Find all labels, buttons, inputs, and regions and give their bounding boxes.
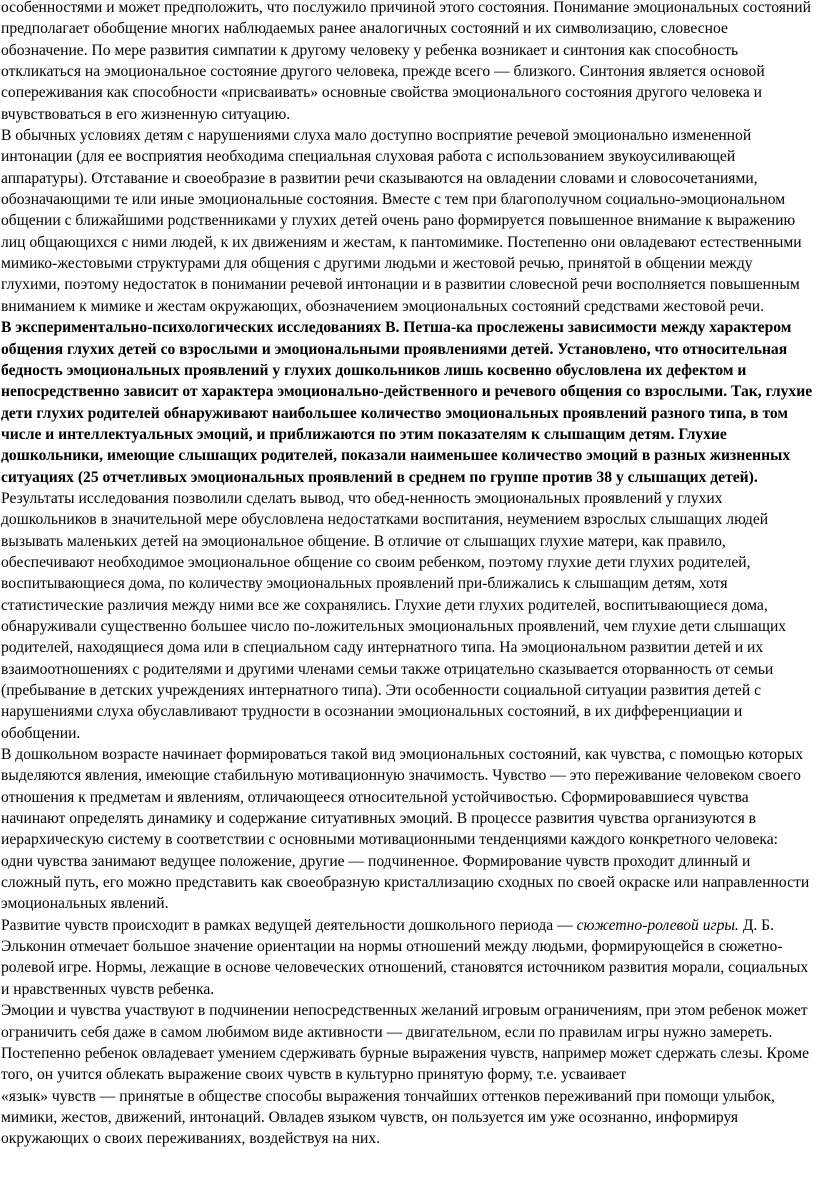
- paragraph-preschool-feelings: В дошкольном возрасте начинает формироваться такой вид эмоциональных состояний, как чувства, с помощью которых выделяются явления, имеющие стабильную мотивационную значимость. Чувство — это переживание человеком своего отношения к предметам и явлениям, отличающееся относительной устойчивостью. Сформировавшиеся чувства начинают определять динамику и содержание ситуативных эмоций. В процессе развития чувства организуются в иерархическую систему в соответствии с основными мотивационными тенденциями каждого конкретного человека: одни чувства занимают ведущее положение, другие — подчиненное. Формирование чувств проходит длинный и сложный путь, его можно представить как своеобразную кристаллизацию сходных по своей окраске или направленности эмоциональных явлений.: [1, 746, 810, 913]
- paragraph-language-of-feelings: «язык» чувств — принятые в обществе способы выражения тончайших оттенков переживаний при помощи улыбок, мимики, жестов, движений, интонаций. Овладев языком чувств, он пользуется им уже осознанно, информируя окружающих о своих переживаниях, воздействуя на них.: [1, 1087, 775, 1148]
- paragraph-role-play: [1, 915, 813, 1000]
- paragraph-hearing-impaired-speech: В обычных условиях детям с нарушениями слуха мало доступно восприятие речевой эмоционально измененной интонации (для ее восприятия необходима специальная слуховая работа с использованием звукоусиливающей аппаратуры). Отставание и своеобразие в развитии речи сказываются на овладении словами и словосочетаниями, обозначающими те или иные эмоциональные состояния. Вместе с тем при благополучном социально-эмоциональном общении с ближайшими родственниками у глухих детей очень рано формируется повышенное внимание к выражению лиц общающихся с ними людей, к их движениям и жестам, к пантомимике. Постепенно они овладевают естественными мимико-жестовыми структурами для общения с другими людьми и жестовой речью, принятой в общении между глухими, поэтому недостаток в понимании речевой интонации и в развитии словесной речи восполняется повышенным вниманием к мимике и жестам окружающих, обозначением эмоциональных состояний средствами жестовой речи.: [1, 127, 802, 315]
- paragraph-experimental-research: В экспериментально-психологических исследованиях В. Петша-ка прослежены зависимости между характером общения глухих детей со взрослыми и эмоциональными проявлениями детей. Установлено, что относительная бедность эмоциональных проявлений у глухих дошкольников лишь косвенно обусловлена их дефектом и непосредственно зависит от характера эмоционально-действенного и речевого общения со взрослыми. Так, глухие дети глухих родителей обнаруживают наибольшее количество эмоциональных проявлений разного типа, в том числе и интеллектуальных эмоций, и приближаются по этим показателям к слышащим детям. Глухие дошкольники, имеющие слышащих родителей, показали наименьшее количество эмоций в разных жизненных ситуациях (25 отчетливых эмоциональных проявлений в среднем по группе против 38 у слышащих детей).: [1, 319, 813, 486]
- role-play-italic-term: сюжетно-ролевой игры.: [576, 916, 739, 934]
- role-play-text-end: Д. Б. Эльконин отмечает большое значение ориентации на нормы отношений между людьми, формирующейся в сюжетно-ролевой игре. Нормы, лежащие в основе человеческих отношений, становятся источником развития морали, социальных и нравственных чувств ребенка.: [1, 916, 809, 998]
- role-play-text-start: Развитие чувств происходит в рамках ведущей деятельности дошкольного периода —: [1, 916, 577, 934]
- paragraph-understanding-emotions: особенностями и может предположить, что послужило причиной этого состояния. Понимание эмоциональных состояний предполагает обобщение многих наблюдаемых ранее аналогичных состояний и их символизацию, словесное обозначение. По мере развития симпатии к другому человеку у ребенка возникает и синтония как способность откликаться на эмоциональное состояние другого человека, прежде всего — близкого. Синтония является основой сопереживания как способности «присваивать» основные свойства эмоционального состояния другого человека и вчувствоваться в его жизненную ситуацию.: [1, 0, 811, 123]
- paragraph-emotions-in-play: Эмоции и чувства участвуют в подчинении непосредственных желаний игровым ограничениям, при этом ребенок может ограничить себя даже в самом любимом виде активности — двигательном, если по правилам игры нужно замереть. Постепенно ребенок овладевает умением сдерживать бурные выражения чувств, например может сдержать слезы. Кроме того, он учится облекать выражение своих чувств в культурно принятую форму, т.е. усваивает: [1, 1002, 810, 1084]
- paragraph-research-results: Результаты исследования позволили сделать вывод, что обед-ненность эмоциональных проявлений у глухих дошкольников в значительной мере обусловлена недостатками воспитания, неумением взрослых слышащих людей вызывать маленьких детей на эмоциональное общение. В отличие от слышащих глухие матери, как правило, обеспечивают необходимое эмоциональное общение со своим ребенком, поэтому глухие дети глухих родителей, воспитывающиеся дома, по количеству эмоциональных проявлений при-ближались к слышащим детям, хотя статистические различия между ними все же сохранялись. Глухие дети глухих родителей, воспитывающиеся дома, обнаруживали существенно большее число по-ложительных эмоциональных проявлений, чем глухие дети слышащих родителей, находящиеся дома или в специальном саду интернатного типа. На эмоциональном развитии детей и их взаимоотношениях с родителями и другими членами семьи также отрицательно сказывается оторванность от семьи (пребывание в детских учреждениях интернатного типа). Эти особенности социальной ситуации развития детей с нарушениями слуха обуславливают трудности в осознании эмоциональных состояний, в их дифференциации и обобщении.: [1, 489, 787, 742]
